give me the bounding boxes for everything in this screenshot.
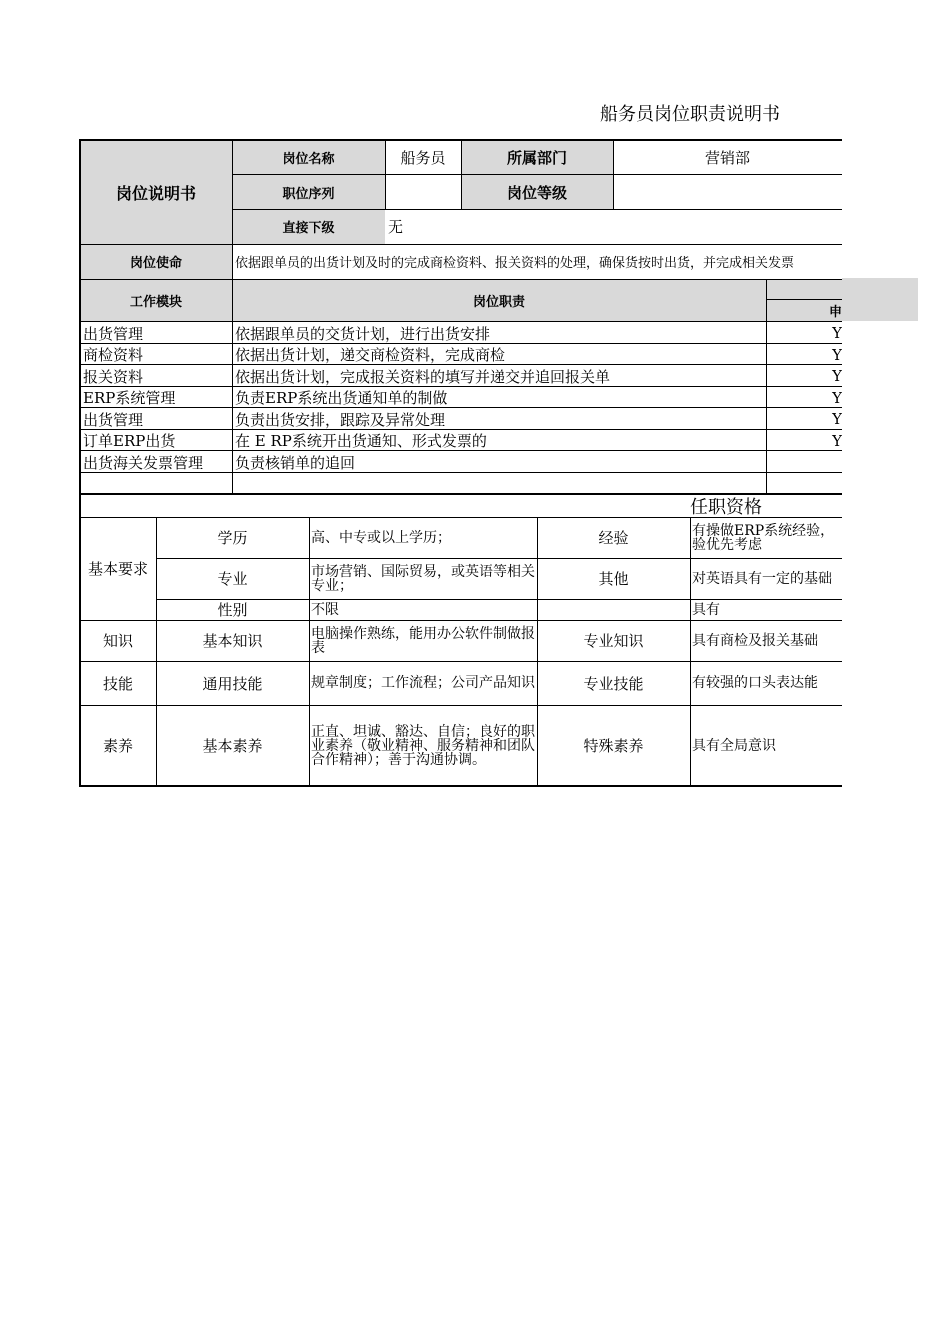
duty-extra-header: 申 bbox=[766, 299, 842, 321]
knowledge-group: 知识 bbox=[102, 632, 133, 650]
duty-flag-cell: Y bbox=[832, 367, 842, 385]
gender-label: 性别 bbox=[217, 601, 248, 619]
duty-text-cell: 依据出货计划，递交商检资料，完成商检 bbox=[235, 346, 506, 364]
job-description-label: 岗位说明书 bbox=[80, 140, 232, 244]
duty-flag-cell: Y bbox=[832, 345, 842, 364]
professional-knowledge-value: 具有商检及报关基础 bbox=[692, 632, 818, 649]
special-quality-value: 具有全局意识 bbox=[692, 737, 776, 754]
quality-group: 素养 bbox=[102, 737, 133, 755]
duty-header: 岗位职责 bbox=[232, 279, 766, 321]
border-line bbox=[232, 209, 842, 210]
duty-text-cell: 依据出货计划，完成报关资料的填写并递交并追回报关单 bbox=[235, 367, 611, 386]
duty-text-cell: 依据跟单员的交货计划，进行出货安排 bbox=[235, 324, 491, 343]
job-series-value bbox=[385, 175, 461, 209]
border-line bbox=[385, 140, 386, 209]
border-line bbox=[766, 279, 767, 494]
duty-flag-cell bbox=[767, 451, 842, 473]
position-name-label: 岗位名称 bbox=[232, 140, 385, 175]
special-quality-label: 特殊素养 bbox=[583, 737, 644, 755]
page-title: 船务员岗位职责说明书 bbox=[600, 104, 780, 125]
subordinate-label: 直接下级 bbox=[232, 209, 385, 244]
duty-flag-cell: Y bbox=[832, 410, 842, 428]
border-line bbox=[156, 599, 842, 600]
border-line bbox=[80, 244, 842, 245]
border-line bbox=[766, 299, 842, 300]
skills-group: 技能 bbox=[102, 674, 133, 693]
border-line bbox=[80, 661, 842, 662]
border-line bbox=[537, 517, 538, 786]
job-series-label: 职位序列 bbox=[232, 175, 385, 209]
other-label: 其他 bbox=[598, 570, 629, 588]
duty-module-cell: ERP系统管理 bbox=[83, 389, 176, 407]
duty-extra-header-top bbox=[766, 279, 842, 299]
border-line bbox=[232, 140, 233, 494]
border-line bbox=[156, 558, 842, 559]
basic-knowledge-label: 基本知识 bbox=[202, 632, 263, 650]
department-value: 营销部 bbox=[704, 149, 750, 167]
qualifications-heading: 任职资格 bbox=[690, 496, 762, 517]
duty-flag-cell: Y bbox=[832, 324, 842, 342]
duty-text-cell: 负责出货安排，跟踪及异常处理 bbox=[235, 410, 446, 429]
border-line bbox=[690, 517, 691, 786]
duty-flag-cell: Y bbox=[832, 431, 842, 450]
experience-value: 有操做ERP系统经验，验优先考虑 bbox=[692, 522, 835, 553]
mission-text: 依据跟单员的出货计划及时的完成商检资料、报关资料的处理，确保货按时出货，并完成相关发票 bbox=[235, 256, 795, 271]
grade-value bbox=[613, 175, 842, 209]
border-line bbox=[309, 517, 310, 786]
major-value: 市场营销、国际贸易，或英语等相关专业； bbox=[311, 563, 535, 594]
duty-module-cell: 出货管理 bbox=[83, 410, 144, 429]
education-label: 学历 bbox=[217, 529, 248, 547]
department-label: 所属部门 bbox=[461, 140, 613, 175]
border-line bbox=[232, 174, 842, 175]
subordinate-value: 无 bbox=[388, 218, 404, 236]
border-line bbox=[613, 140, 614, 209]
professional-skills-value: 有较强的口头表达能 bbox=[692, 675, 818, 691]
border-line bbox=[80, 785, 842, 787]
professional-knowledge-label: 专业知识 bbox=[583, 632, 644, 650]
grade-label: 岗位等级 bbox=[461, 175, 613, 209]
duty-text-cell: 在 E RP系统开出货通知、形式发票的 bbox=[235, 432, 487, 450]
duty-module-cell: 报关资料 bbox=[83, 367, 144, 386]
duty-flag-cell: Y bbox=[832, 388, 842, 407]
other-value: 对英语具有一定的基础 bbox=[692, 570, 832, 587]
border-line bbox=[80, 321, 842, 322]
education-value: 高、中专或以上学历； bbox=[311, 529, 451, 546]
border-line bbox=[80, 279, 842, 280]
position-name-value: 船务员 bbox=[400, 149, 446, 167]
basic-knowledge-value: 电脑操作熟练，能用办公软件制做报表 bbox=[311, 625, 535, 656]
border-line bbox=[79, 139, 81, 787]
duty-text-cell: 负责核销单的追回 bbox=[235, 453, 356, 472]
professional-skills-label: 专业技能 bbox=[583, 674, 644, 693]
duty-flag-cell bbox=[767, 473, 842, 494]
module-header: 工作模块 bbox=[80, 279, 232, 321]
adjacent-cell-fill bbox=[842, 278, 918, 321]
basic-quality-label: 基本素养 bbox=[202, 737, 263, 755]
general-skills-value: 规章制度；工作流程；公司产品知识 bbox=[311, 675, 535, 691]
duty-module-cell: 出货海关发票管理 bbox=[83, 453, 204, 472]
mission-label: 岗位使命 bbox=[80, 244, 232, 279]
border-line bbox=[80, 705, 842, 706]
duty-module-cell bbox=[81, 473, 232, 494]
basic-requirements-group: 基本要求 bbox=[87, 560, 148, 578]
duty-module-cell: 出货管理 bbox=[83, 324, 144, 343]
duty-module-cell: 商检资料 bbox=[83, 346, 144, 364]
duty-text-cell: 负责ERP系统出货通知单的制做 bbox=[235, 389, 448, 407]
border-line bbox=[156, 517, 157, 786]
experience-label: 经验 bbox=[598, 529, 629, 547]
border-line bbox=[80, 620, 842, 621]
major-label: 专业 bbox=[217, 570, 248, 588]
gender-extra: 具有 bbox=[692, 601, 720, 618]
duty-module-cell: 订单ERP出货 bbox=[83, 432, 176, 450]
border-line bbox=[80, 494, 842, 495]
border-line bbox=[461, 140, 462, 209]
border-line bbox=[80, 517, 842, 518]
duty-text-cell bbox=[233, 473, 766, 494]
gender-value: 不限 bbox=[311, 601, 339, 618]
general-skills-label: 通用技能 bbox=[202, 674, 263, 693]
basic-quality-value: 正直、坦诚、豁达、自信；良好的职业素养（敬业精神、服务精神和团队合作精神）；善于沟通协调。 bbox=[311, 723, 535, 768]
